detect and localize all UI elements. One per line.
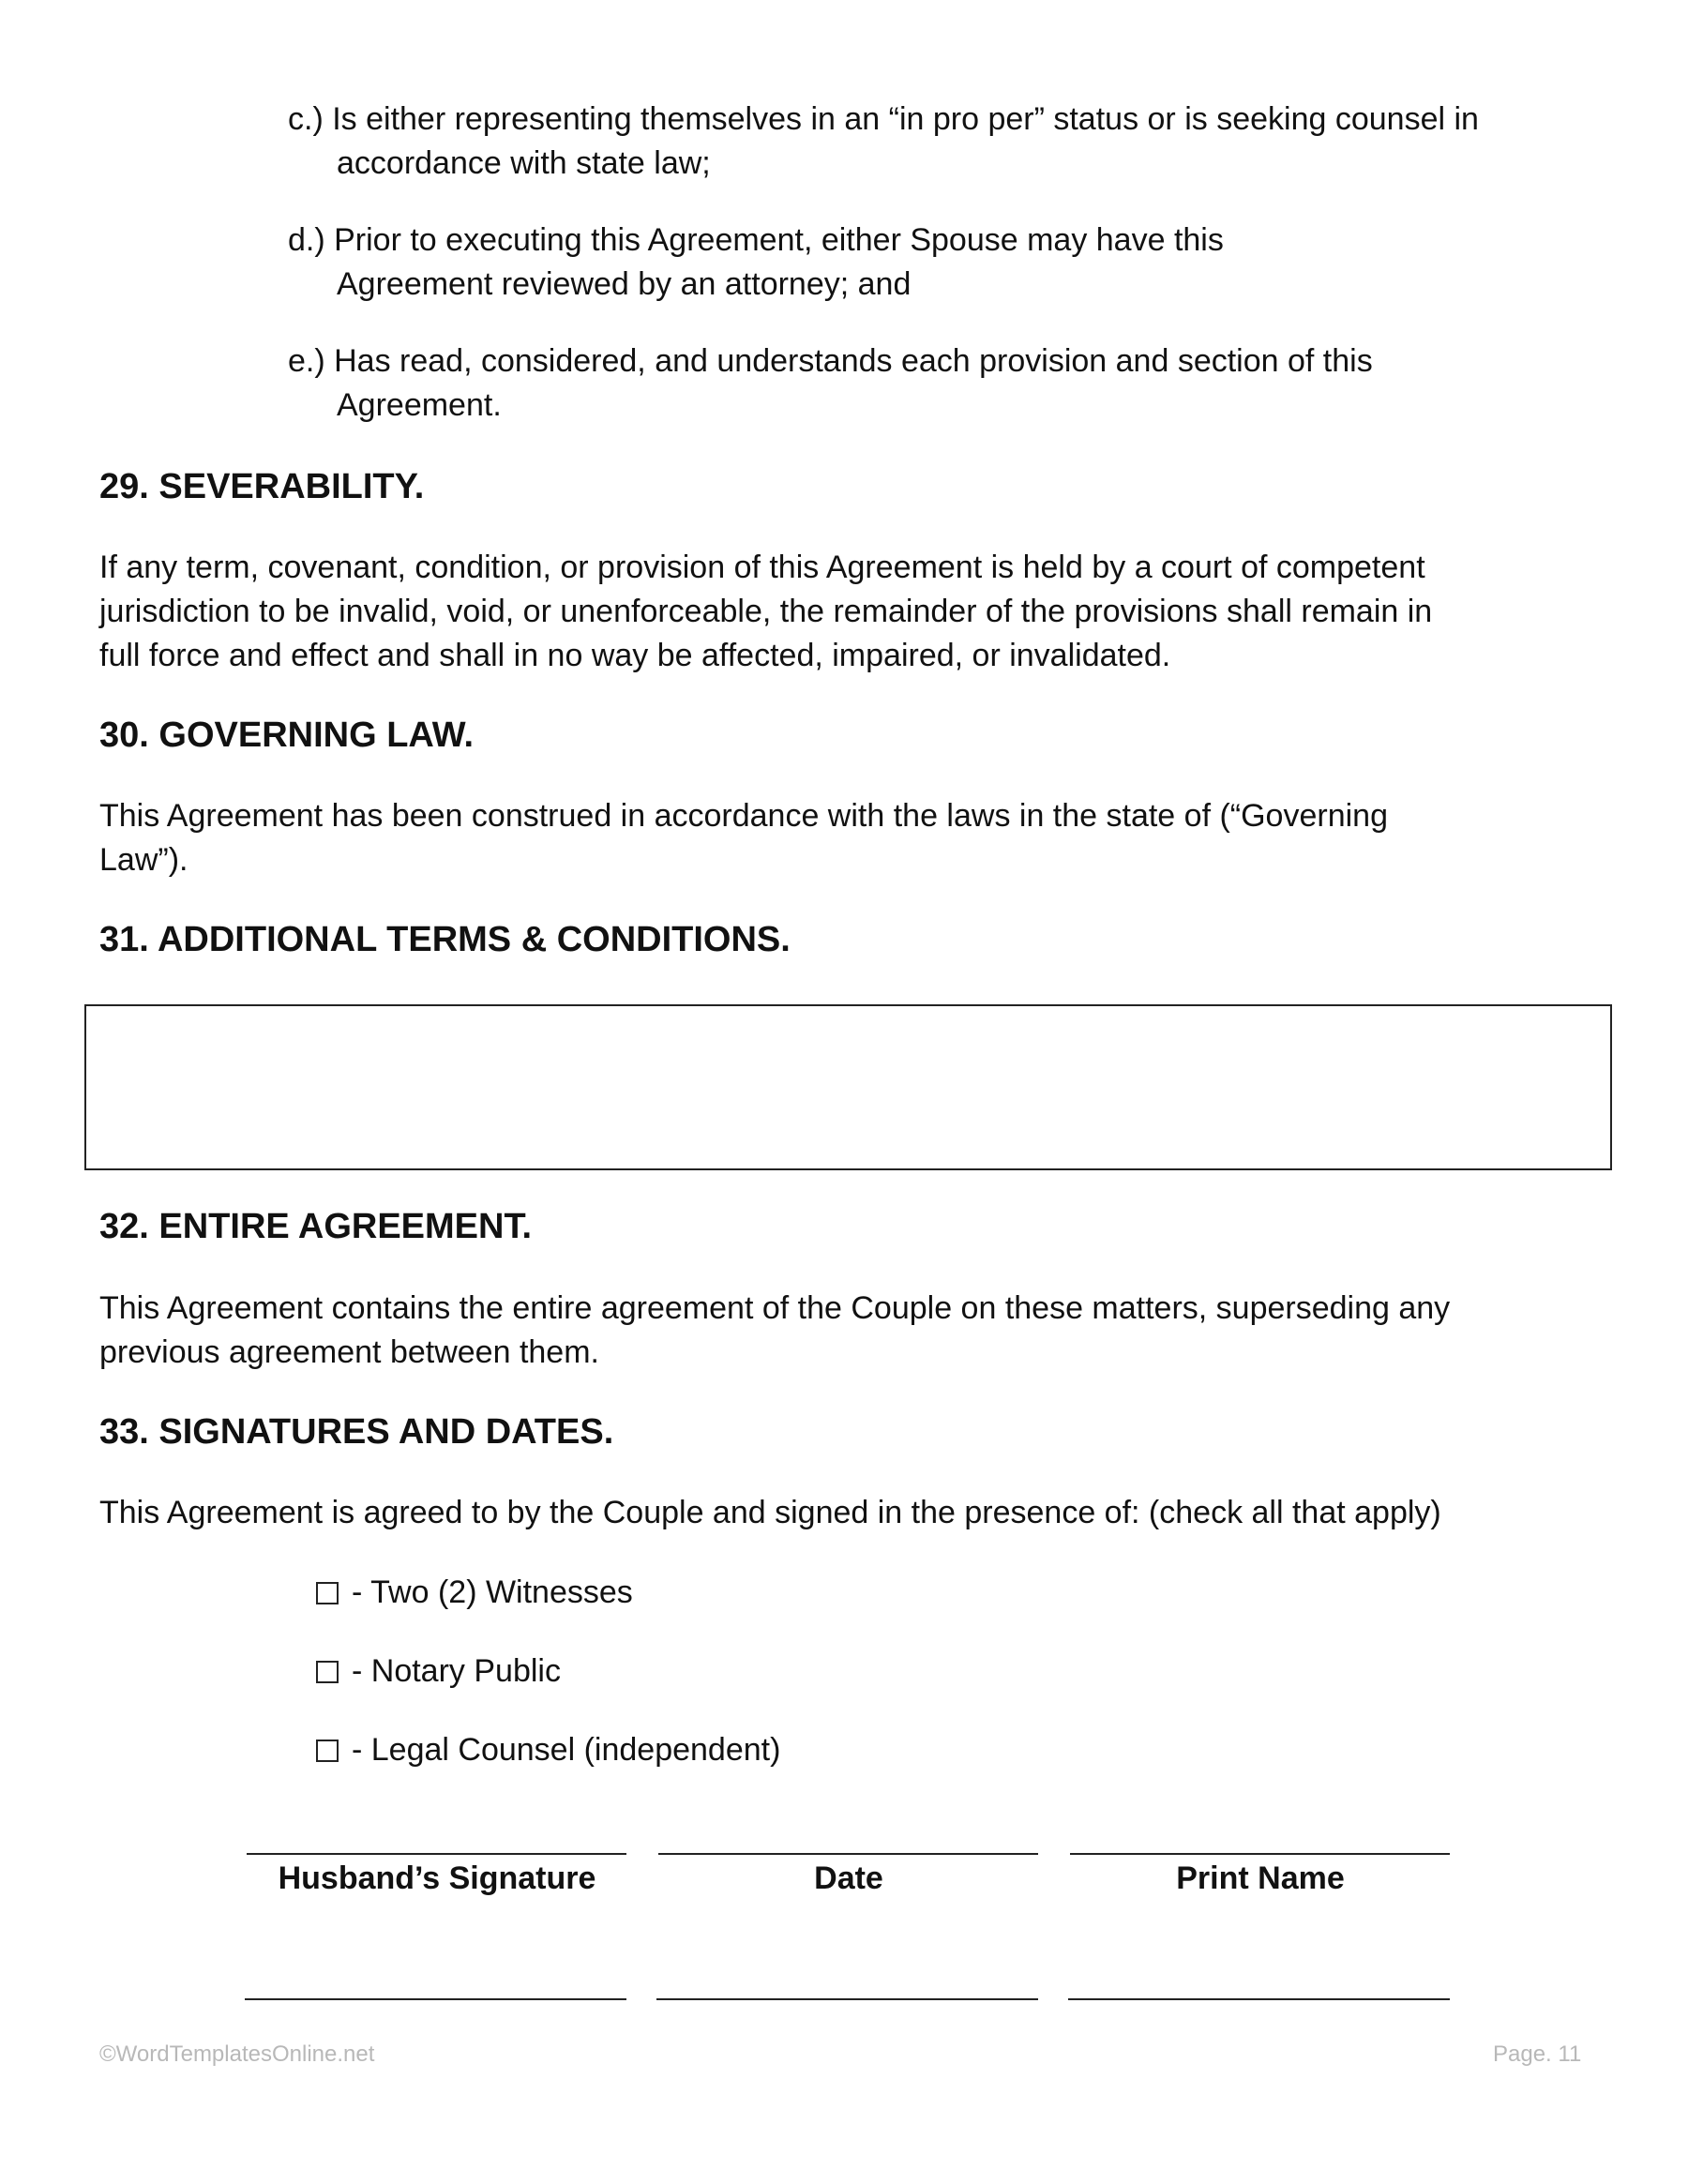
additional-terms-field[interactable]	[84, 1004, 1612, 1170]
husband-print-name-line[interactable]	[1070, 1853, 1450, 1855]
section-29-line-3: full force and effect and shall in no way be affected, impaired, or invalidated.	[99, 638, 1171, 673]
second-date-line[interactable]	[656, 1998, 1038, 2000]
clause-c-line-1: c.) Is either representing themselves in an “in pro per” status or is seeking counsel in	[288, 101, 1479, 137]
clause-d-line-1: d.) Prior to executing this Agreement, either Spouse may have this	[288, 222, 1224, 258]
section-29-heading: 29. SEVERABILITY.	[99, 467, 425, 506]
section-29-line-1: If any term, covenant, condition, or provision of this Agreement is held by a court of competent	[99, 550, 1425, 585]
option-legal-counsel-label: - Legal Counsel (independent)	[352, 1732, 781, 1768]
print-name-label: Print Name	[1176, 1860, 1345, 1896]
husband-signature-label: Husband’s Signature	[278, 1860, 596, 1896]
option-notary-public[interactable]	[316, 1649, 561, 1693]
section-32-heading: 32. ENTIRE AGREEMENT.	[99, 1207, 533, 1246]
section-31-heading: 31. ADDITIONAL TERMS & CONDITIONS.	[99, 920, 791, 959]
second-signature-line[interactable]	[245, 1998, 626, 2000]
clause-c-line-2: accordance with state law;	[337, 145, 711, 181]
section-30-line-2: Law”).	[99, 842, 188, 878]
section-30-heading: 30. GOVERNING LAW.	[99, 715, 475, 755]
clause-e-line-1: e.) Has read, considered, and understands each provision and section of this	[288, 343, 1373, 379]
option-two-witnesses-label: - Two (2) Witnesses	[352, 1574, 633, 1610]
section-32-line-2: previous agreement between them.	[99, 1334, 599, 1370]
second-print-name-line[interactable]	[1068, 1998, 1450, 2000]
section-33-line-1: This Agreement is agreed to by the Couple and signed in the presence of: (check all that apply)	[99, 1495, 1441, 1530]
section-29-line-2: jurisdiction to be invalid, void, or unenforceable, the remainder of the provisions shall remain in	[99, 594, 1433, 629]
checkbox-legal-counsel[interactable]	[316, 1740, 339, 1762]
footer-copyright: ©WordTemplatesOnline.net	[99, 2041, 375, 2067]
clause-d-line-2: Agreement reviewed by an attorney; and	[337, 266, 912, 302]
clause-e-line-2: Agreement.	[337, 387, 502, 423]
checkbox-two-witnesses[interactable]	[316, 1582, 339, 1604]
option-two-witnesses[interactable]	[316, 1571, 633, 1614]
footer-page-number: Page. 11	[1493, 2041, 1582, 2067]
husband-date-line[interactable]	[658, 1853, 1038, 1855]
section-32-line-1: This Agreement contains the entire agreement of the Couple on these matters, superseding any	[99, 1290, 1451, 1326]
section-33-heading: 33. SIGNATURES AND DATES.	[99, 1412, 614, 1452]
option-legal-counsel[interactable]	[316, 1728, 780, 1771]
section-30-line-1: This Agreement has been construed in accordance with the laws in the state of (“Governing	[99, 798, 1388, 834]
checkbox-notary-public[interactable]	[316, 1661, 339, 1683]
date-label: Date	[814, 1860, 883, 1896]
husband-signature-line[interactable]	[247, 1853, 626, 1855]
option-notary-public-label: - Notary Public	[352, 1653, 561, 1689]
